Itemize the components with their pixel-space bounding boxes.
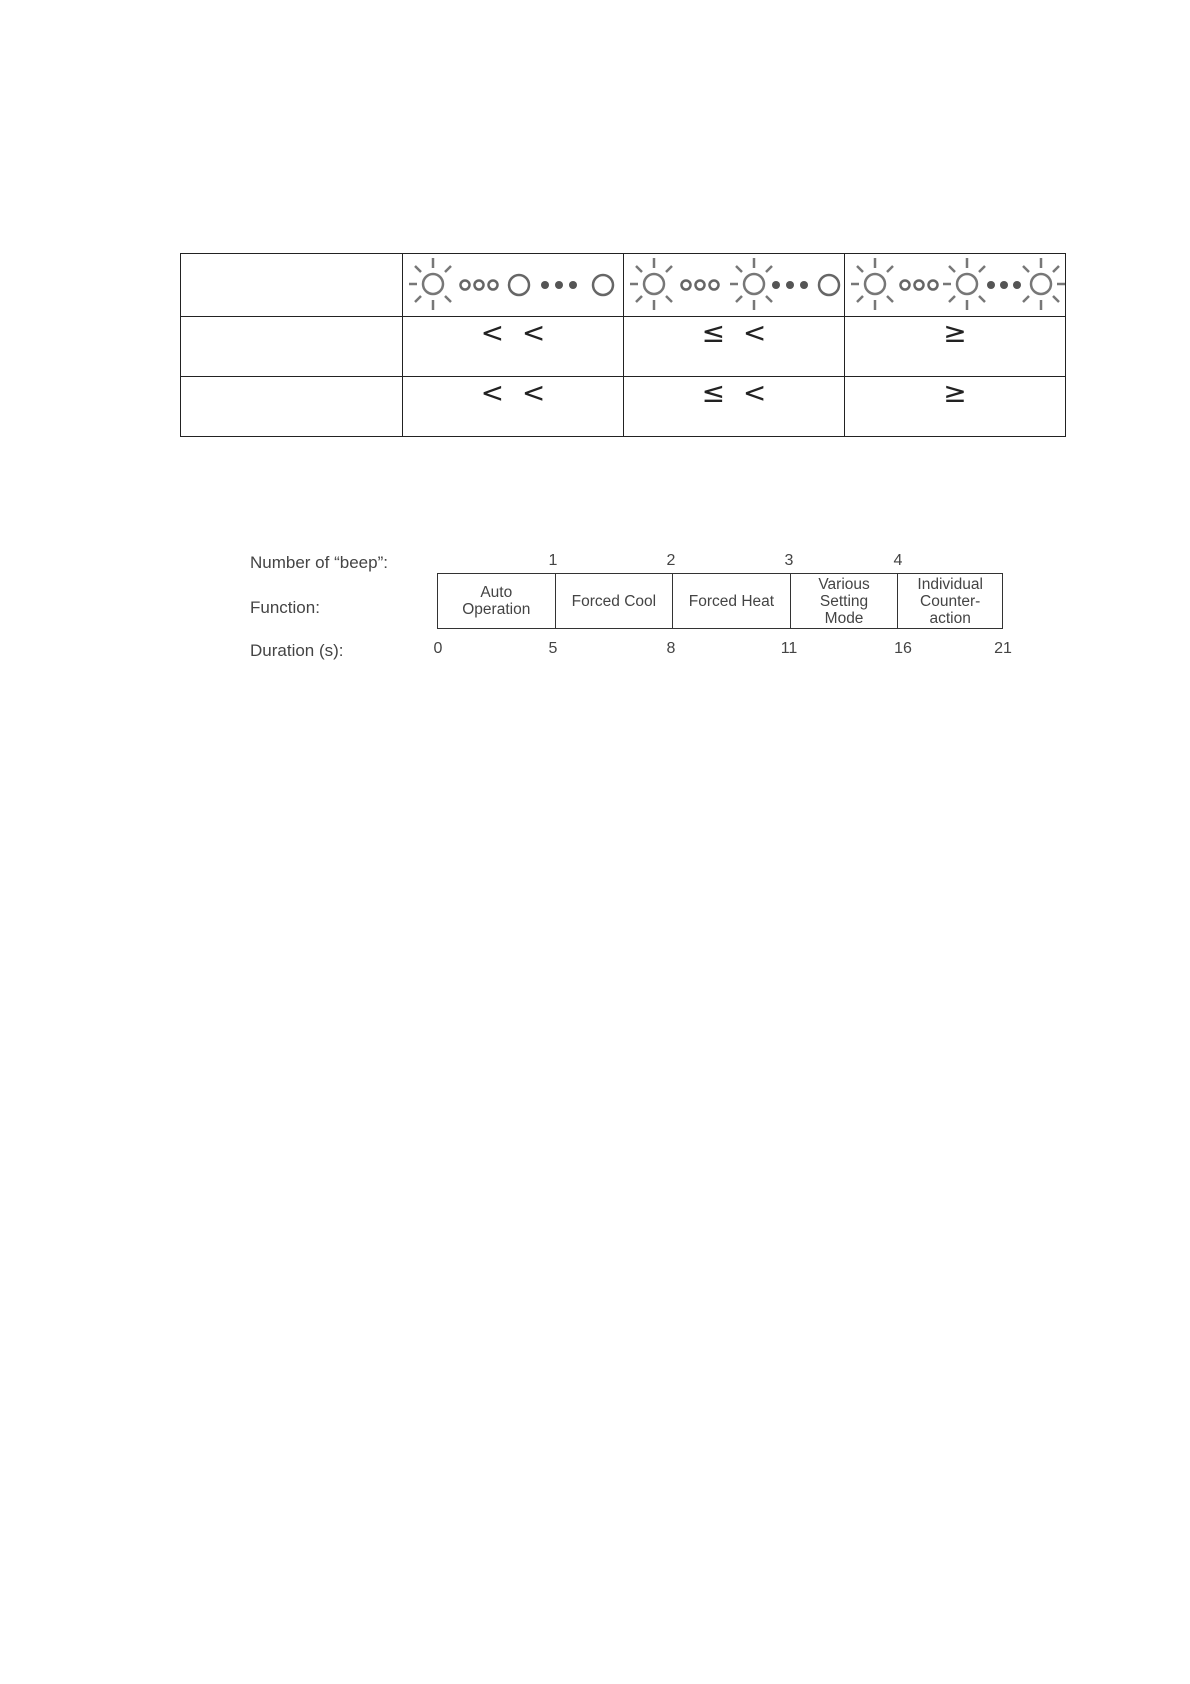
small-circle-icon bbox=[696, 281, 705, 290]
condition-symbols: ≥ bbox=[943, 316, 967, 349]
condition-symbols: < < bbox=[480, 376, 546, 409]
function-label: Function: bbox=[250, 598, 320, 617]
small-circle-icon bbox=[929, 281, 938, 290]
sun-icon bbox=[1023, 258, 1065, 310]
condition-symbols: ≤ < bbox=[701, 316, 767, 349]
small-circle-icon bbox=[901, 281, 910, 290]
header-blank-cell bbox=[181, 254, 403, 317]
indicator-row-1 bbox=[181, 317, 1066, 377]
function-segment-forced-cool: Forced Cool bbox=[556, 574, 674, 628]
blink-pattern-3-icon bbox=[845, 254, 1067, 316]
function-segment-various-setting-mode: Various Setting Mode bbox=[791, 574, 899, 628]
row-label bbox=[181, 377, 403, 437]
sun-icon bbox=[851, 258, 893, 310]
duration-tick: 8 bbox=[666, 640, 676, 657]
condition-cell bbox=[403, 317, 624, 377]
row-label bbox=[181, 317, 403, 377]
sun-icon bbox=[409, 258, 451, 310]
dot-icon bbox=[541, 281, 549, 289]
duration-tick: 5 bbox=[548, 640, 558, 657]
sun-icon bbox=[730, 258, 772, 310]
beep-number: 4 bbox=[893, 552, 903, 569]
indicator-row-2 bbox=[181, 377, 1066, 437]
small-circle-icon bbox=[915, 281, 924, 290]
beep-number: 1 bbox=[548, 552, 558, 569]
beep-number: 2 bbox=[666, 552, 676, 569]
condition-symbols: ≤ < bbox=[701, 376, 767, 409]
blink-pattern-1-icon bbox=[403, 254, 625, 316]
condition-cell bbox=[403, 377, 624, 437]
sun-icon bbox=[630, 258, 672, 310]
beep-number: 3 bbox=[784, 552, 794, 569]
blink-pattern-2-icon bbox=[624, 254, 846, 316]
condition-cell bbox=[624, 317, 845, 377]
duration-tick: 11 bbox=[780, 640, 798, 657]
function-segment-individual-counter-action: Individual Counter- action bbox=[917, 575, 983, 627]
condition-cell bbox=[845, 317, 1066, 377]
dot-icon bbox=[1013, 281, 1021, 289]
large-circle-icon bbox=[593, 275, 613, 295]
large-circle-icon bbox=[819, 275, 839, 295]
large-circle-icon bbox=[509, 275, 529, 295]
small-circle-icon bbox=[489, 281, 498, 290]
condition-cell bbox=[624, 377, 845, 437]
dot-icon bbox=[1000, 281, 1008, 289]
condition-symbols: ≥ bbox=[943, 376, 967, 409]
duration-tick: 16 bbox=[894, 640, 912, 657]
duration-tick: 0 bbox=[433, 640, 443, 657]
condition-symbols: < < bbox=[480, 316, 546, 349]
duration-label: Duration (s): bbox=[250, 641, 344, 660]
dot-icon bbox=[786, 281, 794, 289]
small-circle-icon bbox=[682, 281, 691, 290]
beep-count-label: Number of “beep”: bbox=[250, 553, 388, 572]
dot-icon bbox=[569, 281, 577, 289]
sun-icon bbox=[943, 258, 985, 310]
dot-icon bbox=[987, 281, 995, 289]
condition-cell bbox=[845, 377, 1066, 437]
small-circle-icon bbox=[475, 281, 484, 290]
dot-icon bbox=[772, 281, 780, 289]
function-bar bbox=[437, 573, 1003, 629]
function-segment-auto-operation: Auto Operation bbox=[438, 574, 556, 628]
small-circle-icon bbox=[461, 281, 470, 290]
blink-pattern-cell-1 bbox=[403, 254, 624, 317]
function-segment-forced-heat: Forced Heat bbox=[673, 574, 791, 628]
small-circle-icon bbox=[710, 281, 719, 290]
blink-pattern-cell-2 bbox=[624, 254, 845, 317]
dot-icon bbox=[555, 281, 563, 289]
duration-tick: 21 bbox=[994, 640, 1012, 657]
indicator-header-row bbox=[181, 254, 1066, 317]
dot-icon bbox=[800, 281, 808, 289]
blink-pattern-cell-3 bbox=[845, 254, 1066, 317]
indicator-table bbox=[180, 253, 1066, 437]
